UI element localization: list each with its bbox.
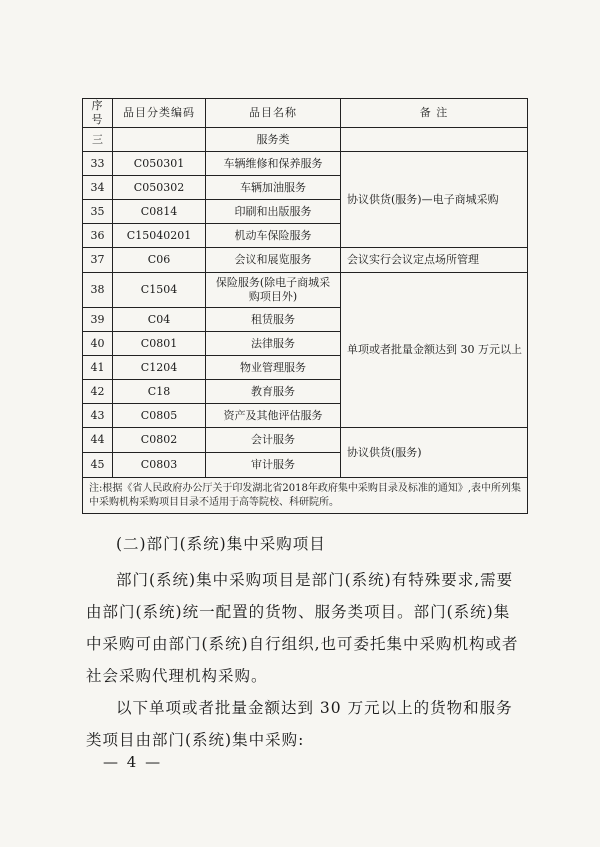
row-name: 印刷和出版服务 xyxy=(206,200,341,224)
row-no: 37 xyxy=(83,248,113,273)
table-row xyxy=(83,152,528,176)
row-no: 44 xyxy=(83,428,113,453)
remark-group-44-45: 协议供货(服务) xyxy=(341,428,528,478)
row-code: C0805 xyxy=(113,404,206,428)
row-no: 41 xyxy=(83,356,113,380)
row-no: 45 xyxy=(83,453,113,478)
row-code: C04 xyxy=(113,308,206,332)
header-no: 序号 xyxy=(83,99,113,128)
row-name: 教育服务 xyxy=(206,380,341,404)
remark-group-33-36: 协议供货(服务)—电子商城采购 xyxy=(341,152,528,248)
row-code: C1204 xyxy=(113,356,206,380)
table-row xyxy=(83,273,528,308)
row-code: C0801 xyxy=(113,332,206,356)
row-code: C0802 xyxy=(113,428,206,453)
row-name: 资产及其他评估服务 xyxy=(206,404,341,428)
row-no: 42 xyxy=(83,380,113,404)
row-no: 34 xyxy=(83,176,113,200)
header-code: 品目分类编码 xyxy=(113,99,206,128)
paragraph-1: 部门(系统)集中采购项目是部门(系统)有特殊要求,需要由部门(系统)统一配置的货物、服务类项目。部门(系统)集中采购可由部门(系统)自行组织,也可委托集中采购机构或者社会采购代理机构采购。 xyxy=(86,571,519,685)
row-no: 43 xyxy=(83,404,113,428)
table-header-row xyxy=(83,99,528,128)
paragraph-2: 以下单项或者批量金额达到 30 万元以上的货物和服务类项目由部门(系统)集中采购: xyxy=(86,699,513,749)
procurement-catalog-table xyxy=(82,98,528,514)
row-name: 法律服务 xyxy=(206,332,341,356)
table-note-row xyxy=(83,478,528,514)
table-row xyxy=(83,428,528,453)
row-name: 车辆维修和保养服务 xyxy=(206,152,341,176)
row-no: 33 xyxy=(83,152,113,176)
row-code: C050301 xyxy=(113,152,206,176)
remark-group-38-43: 单项或者批量金额达到 30 万元以上 xyxy=(341,273,528,428)
row-code: C0803 xyxy=(113,453,206,478)
row-code: C06 xyxy=(113,248,206,273)
section-no: 三 xyxy=(83,128,113,152)
row-no: 35 xyxy=(83,200,113,224)
table-note: 注:根据《省人民政府办公厅关于印发湖北省2018年政府集中采购目录及标准的通知》,表中所列集中采购机构采购项目目录不适用于高等院校、科研院所。 xyxy=(83,478,528,514)
page-number: — 4 — xyxy=(103,753,163,771)
section-remark xyxy=(341,128,528,152)
remark-row-37: 会议实行会议定点场所管理 xyxy=(341,248,528,273)
header-remark: 备 注 xyxy=(341,99,528,128)
row-code: C1504 xyxy=(113,273,206,308)
row-code: C15040201 xyxy=(113,224,206,248)
row-name: 会计服务 xyxy=(206,428,341,453)
row-code: C050302 xyxy=(113,176,206,200)
row-no: 39 xyxy=(83,308,113,332)
row-no: 40 xyxy=(83,332,113,356)
row-name: 租赁服务 xyxy=(206,308,341,332)
table-row xyxy=(83,248,528,273)
row-name: 机动车保险服务 xyxy=(206,224,341,248)
row-name: 会议和展览服务 xyxy=(206,248,341,273)
row-name: 审计服务 xyxy=(206,453,341,478)
header-name: 品目名称 xyxy=(206,99,341,128)
row-code: C18 xyxy=(113,380,206,404)
row-name: 车辆加油服务 xyxy=(206,176,341,200)
section-title: (二)部门(系统)集中采购项目 xyxy=(116,535,326,553)
section-code xyxy=(113,128,206,152)
row-no: 36 xyxy=(83,224,113,248)
section-name: 服务类 xyxy=(206,128,341,152)
row-no: 38 xyxy=(83,273,113,308)
section-row xyxy=(83,128,528,152)
row-name: 保险服务(除电子商城采购项目外) xyxy=(206,273,341,308)
row-code: C0814 xyxy=(113,200,206,224)
row-name: 物业管理服务 xyxy=(206,356,341,380)
